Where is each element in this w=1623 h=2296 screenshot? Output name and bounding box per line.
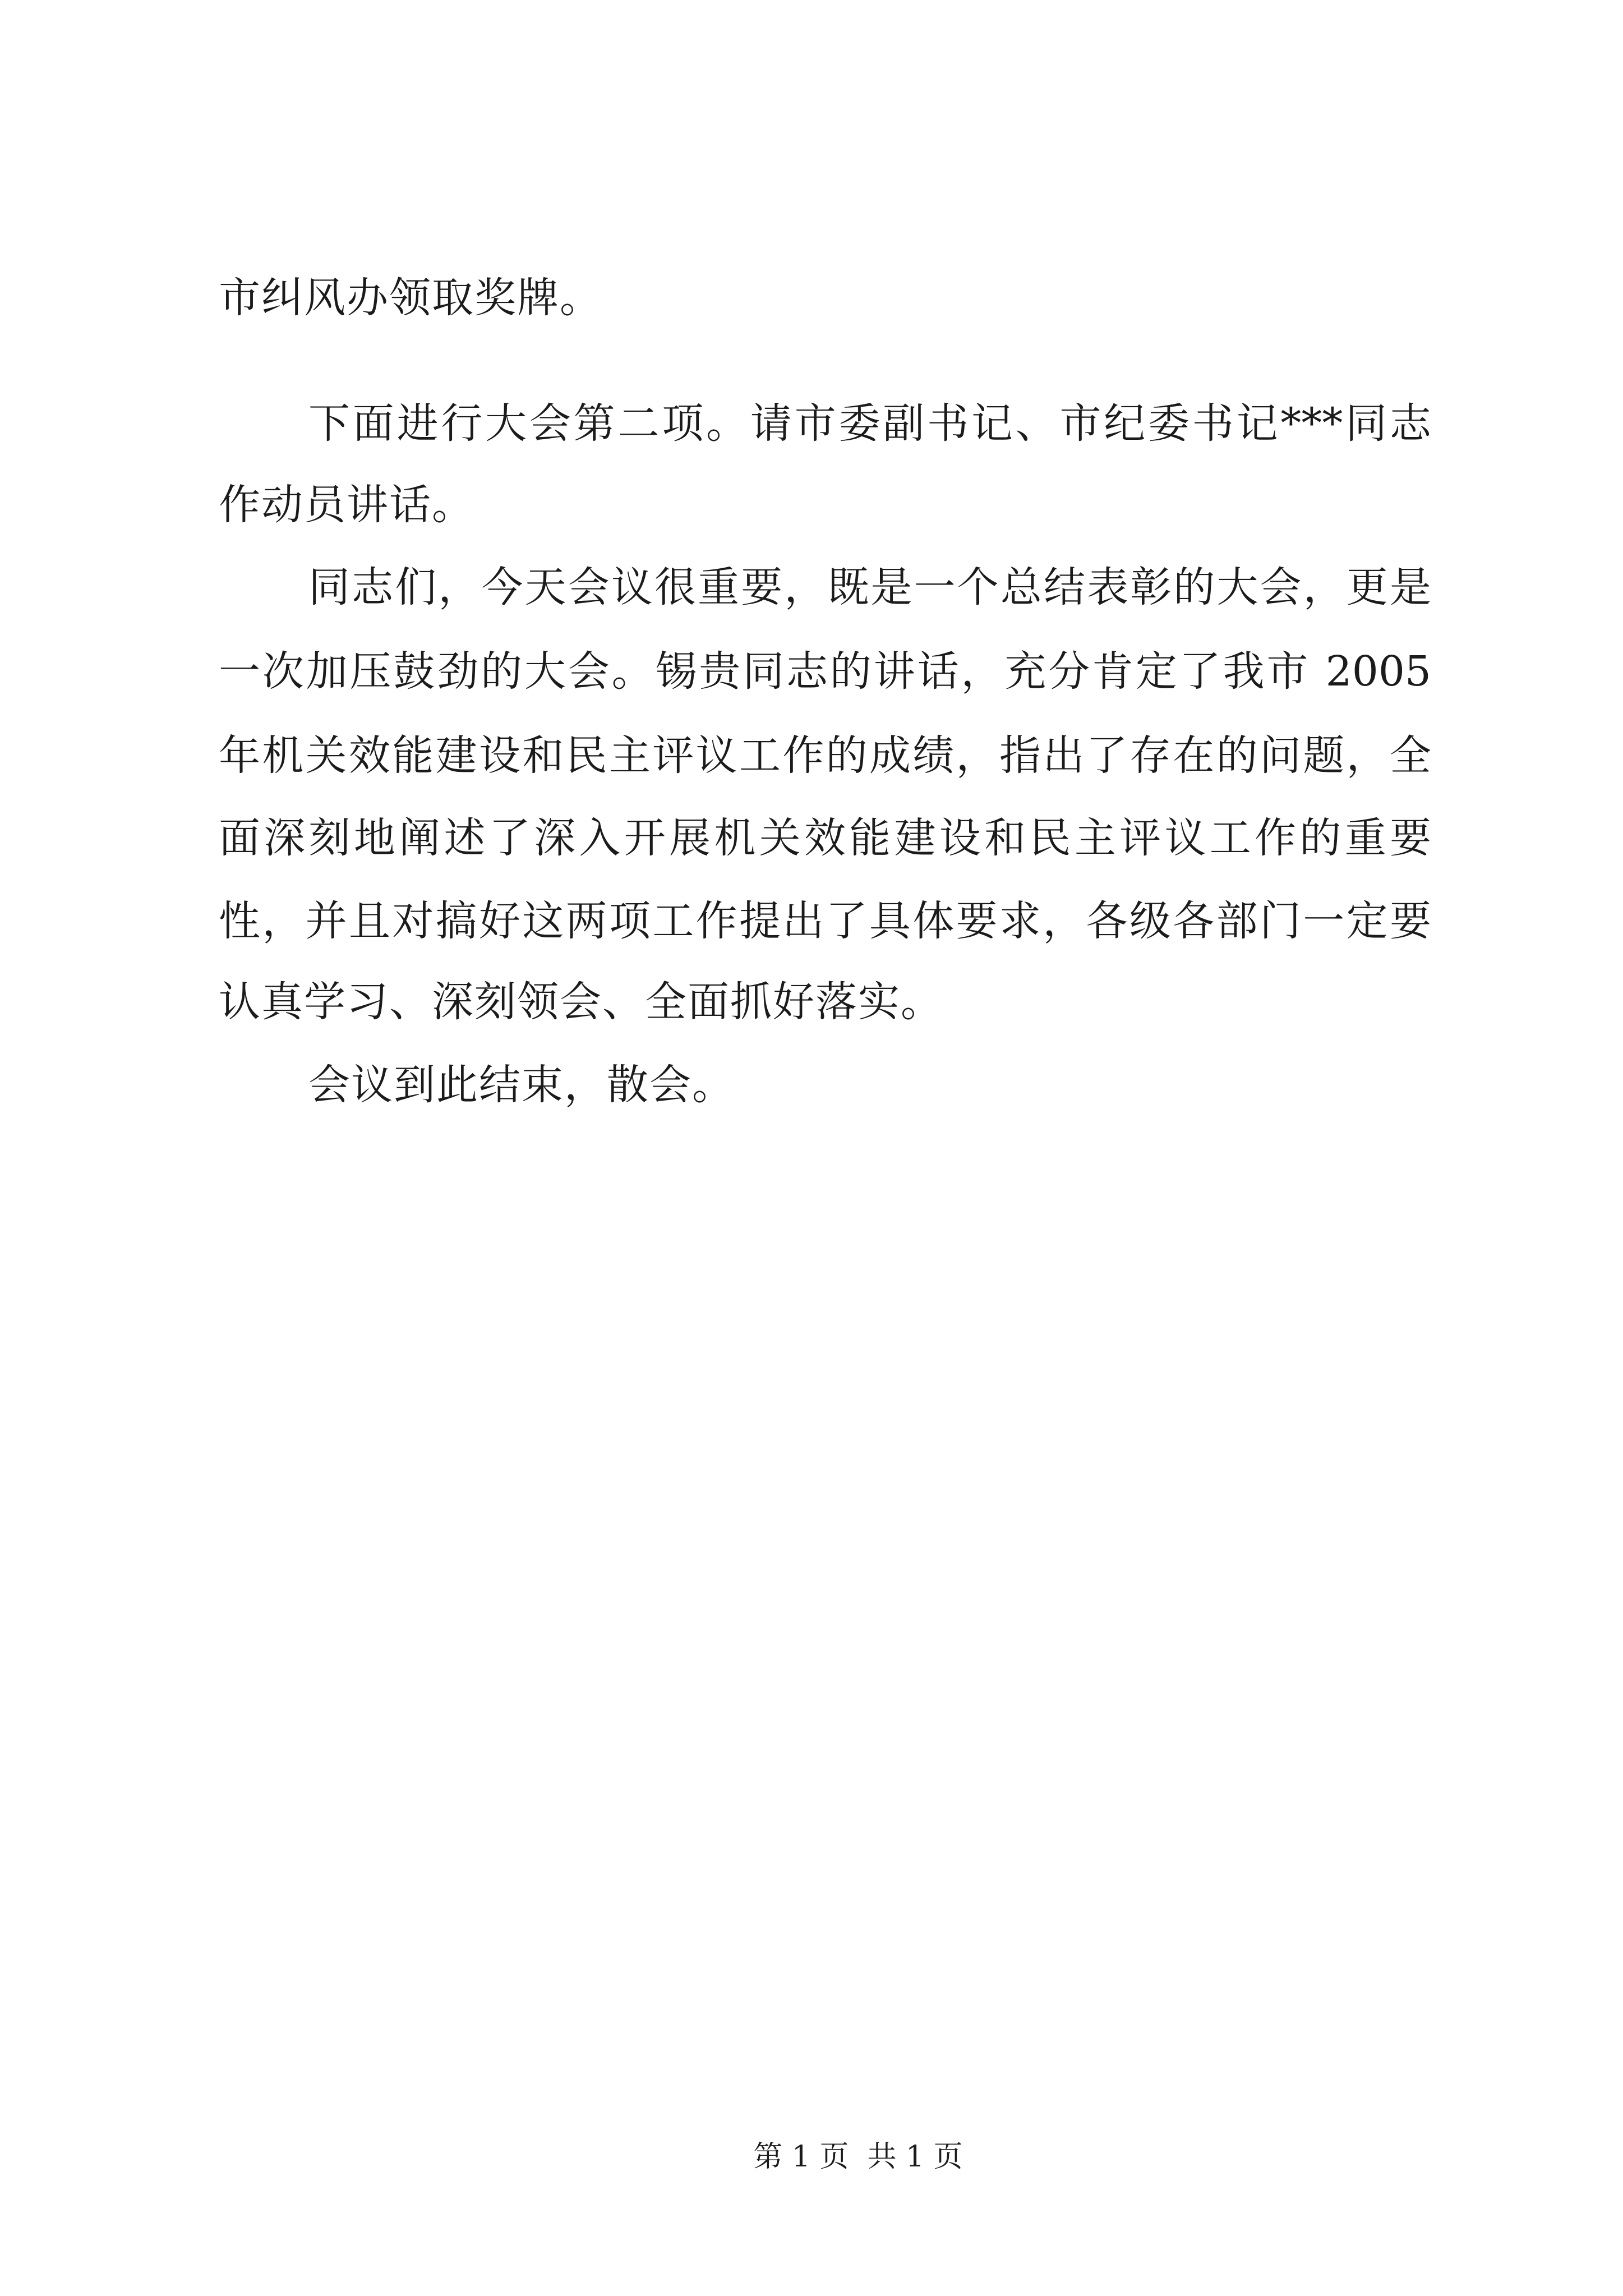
text-line: 性，并且对搞好这两项工作提出了具体要求，各级各部门一定要 (219, 897, 1431, 945)
text-line: 市纠风办领取奖牌。 (219, 274, 602, 322)
text-line: 作动员讲话。 (219, 481, 474, 529)
text-line: 年机关效能建设和民主评议工作的成绩，指出了存在的问题，全 (219, 731, 1431, 780)
text-line: 一次加压鼓劲的大会。锡贵同志的讲话，充分肯定了我市 2005 (219, 647, 1431, 696)
text-line: 同志们，今天会议很重要，既是一个总结表彰的大会，更是 (308, 563, 1431, 611)
text-line: 下面进行大会第二项。请市委副书记、市纪委书记***同志 (308, 399, 1431, 448)
text-line: 面深刻地阐述了深入开展机关效能建设和民主评议工作的重要 (219, 814, 1431, 862)
page-number-footer: 第 1 页 共 1 页 (753, 2140, 963, 2174)
text-line: 认真学习、深刻领会、全面抓好落实。 (219, 978, 943, 1026)
text-line: 会议到此结束，散会。 (308, 1061, 735, 1109)
